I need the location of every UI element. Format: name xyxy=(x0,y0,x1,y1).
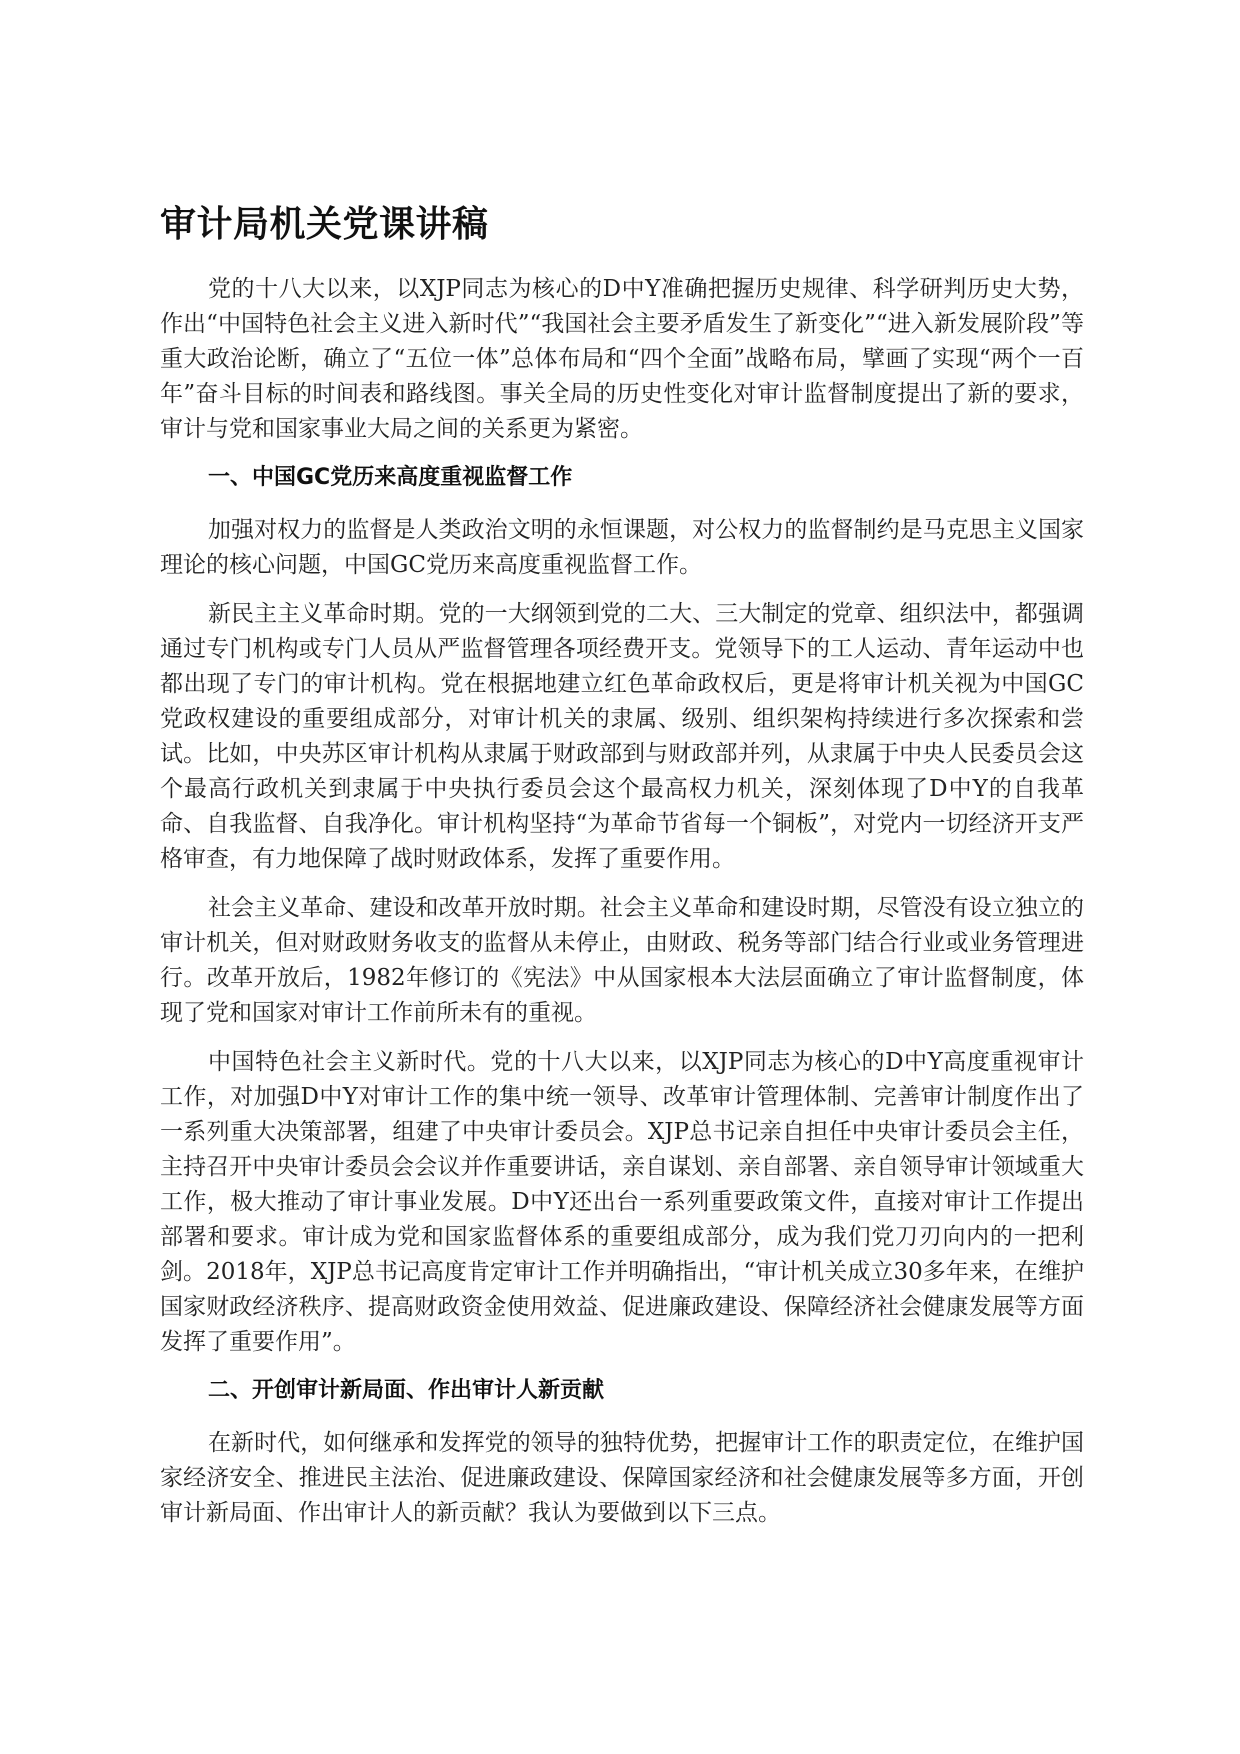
paragraph-new-contribution: 在新时代，如何继承和发挥党的领导的独特优势，把握审计工作的职责定位，在维护国家经济安全、推进民主法治、促进廉政建设、保障国家经济和社会健康发展等多方面，开创审计新局面、作出审计人的新贡献？我认为要做到以下三点。 xyxy=(160,1430,1084,1526)
document-page xyxy=(160,200,1084,1545)
document-title: 审计局机关党课讲稿 xyxy=(160,204,489,245)
paragraph-supervision-overview: 加强对权力的监督是人类政治文明的永恒课题，对公权力的监督制约是马克思主义国家理论的核心问题，中国GC党历来高度重视监督工作。 xyxy=(160,517,1084,578)
paragraph-reform-period: 社会主义革命、建设和改革开放时期。社会主义革命和建设时期，尽管没有设立独立的审计机关，但对财政财务收支的监督从未停止，由财政、税务等部门结合行业或业务管理进行。改革开放后，1982年修订的《宪法》中从国家根本大法层面确立了审计监督制度，体现了党和国家对审计工作前所未有的重视。 xyxy=(160,895,1084,1026)
paragraph-new-democratic-period: 新民主主义革命时期。党的一大纲领到党的二大、三大制定的党章、组织法中，都强调通过专门机构或专门人员从严监督管理各项经费开支。党领导下的工人运动、青年运动中也都出现了专门的审计机构。党在根据地建立红色革命政权后，更是将审计机关视为中国GC党政权建设的重要组成部分，对审计机关的隶属、级别、组织架构持续进行多次探索和尝试。比如，中央苏区审计机构从隶属于财政部到与财政部并列，从隶属于中央人民委员会这个最高行政机关到隶属于中央执行委员会这个最高权力机关，深刻体现了D中Y的自我革命、自我监督、自我净化。审计机构坚持“为革命节省每一个铜板”，对党内一切经济开支严格审查，有力地保障了战时财政体系，发挥了重要作用。 xyxy=(160,601,1084,872)
section-heading-2: 二、开创审计新局面、作出审计人新贡献 xyxy=(208,1378,605,1403)
paragraph-new-era: 中国特色社会主义新时代。党的十八大以来，以XJP同志为核心的D中Y高度重视审计工作，对加强D中Y对审计工作的集中统一领导、改革审计管理体制、完善审计制度作出了一系列重大决策部署，组建了中央审计委员会。XJP总书记亲自担任中央审计委员会主任，主持召开中央审计委员会会议并作重要讲话，亲自谋划、亲自部署、亲自领导审计领域重大工作，极大推动了审计事业发展。D中Y还出台一系列重要政策文件，直接对审计工作提出部署和要求。审计成为党和国家监督体系的重要组成部分，成为我们党刀刃向内的一把利剑。2018年，XJP总书记高度肯定审计工作并明确指出，“审计机关成立30多年来，在维护国家财政经济秩序、提高财政资金使用效益、促进廉政建设、保障经济社会健康发展等方面发挥了重要作用”。 xyxy=(160,1049,1084,1355)
paragraph-intro: 党的十八大以来，以XJP同志为核心的D中Y准确把握历史规律、科学研判历史大势，作出“中国特色社会主义进入新时代”“我国社会主要矛盾发生了新变化”“进入新发展阶段”等重大政治论断，确立了“五位一体”总体布局和“四个全面”战略布局，擘画了实现“两个一百年”奋斗目标的时间表和路线图。事关全局的历史性变化对审计监督制度提出了新的要求，审计与党和国家事业大局之间的关系更为紧密。 xyxy=(160,276,1084,442)
section-heading-1: 一、中国GC党历来高度重视监督工作 xyxy=(208,465,573,490)
